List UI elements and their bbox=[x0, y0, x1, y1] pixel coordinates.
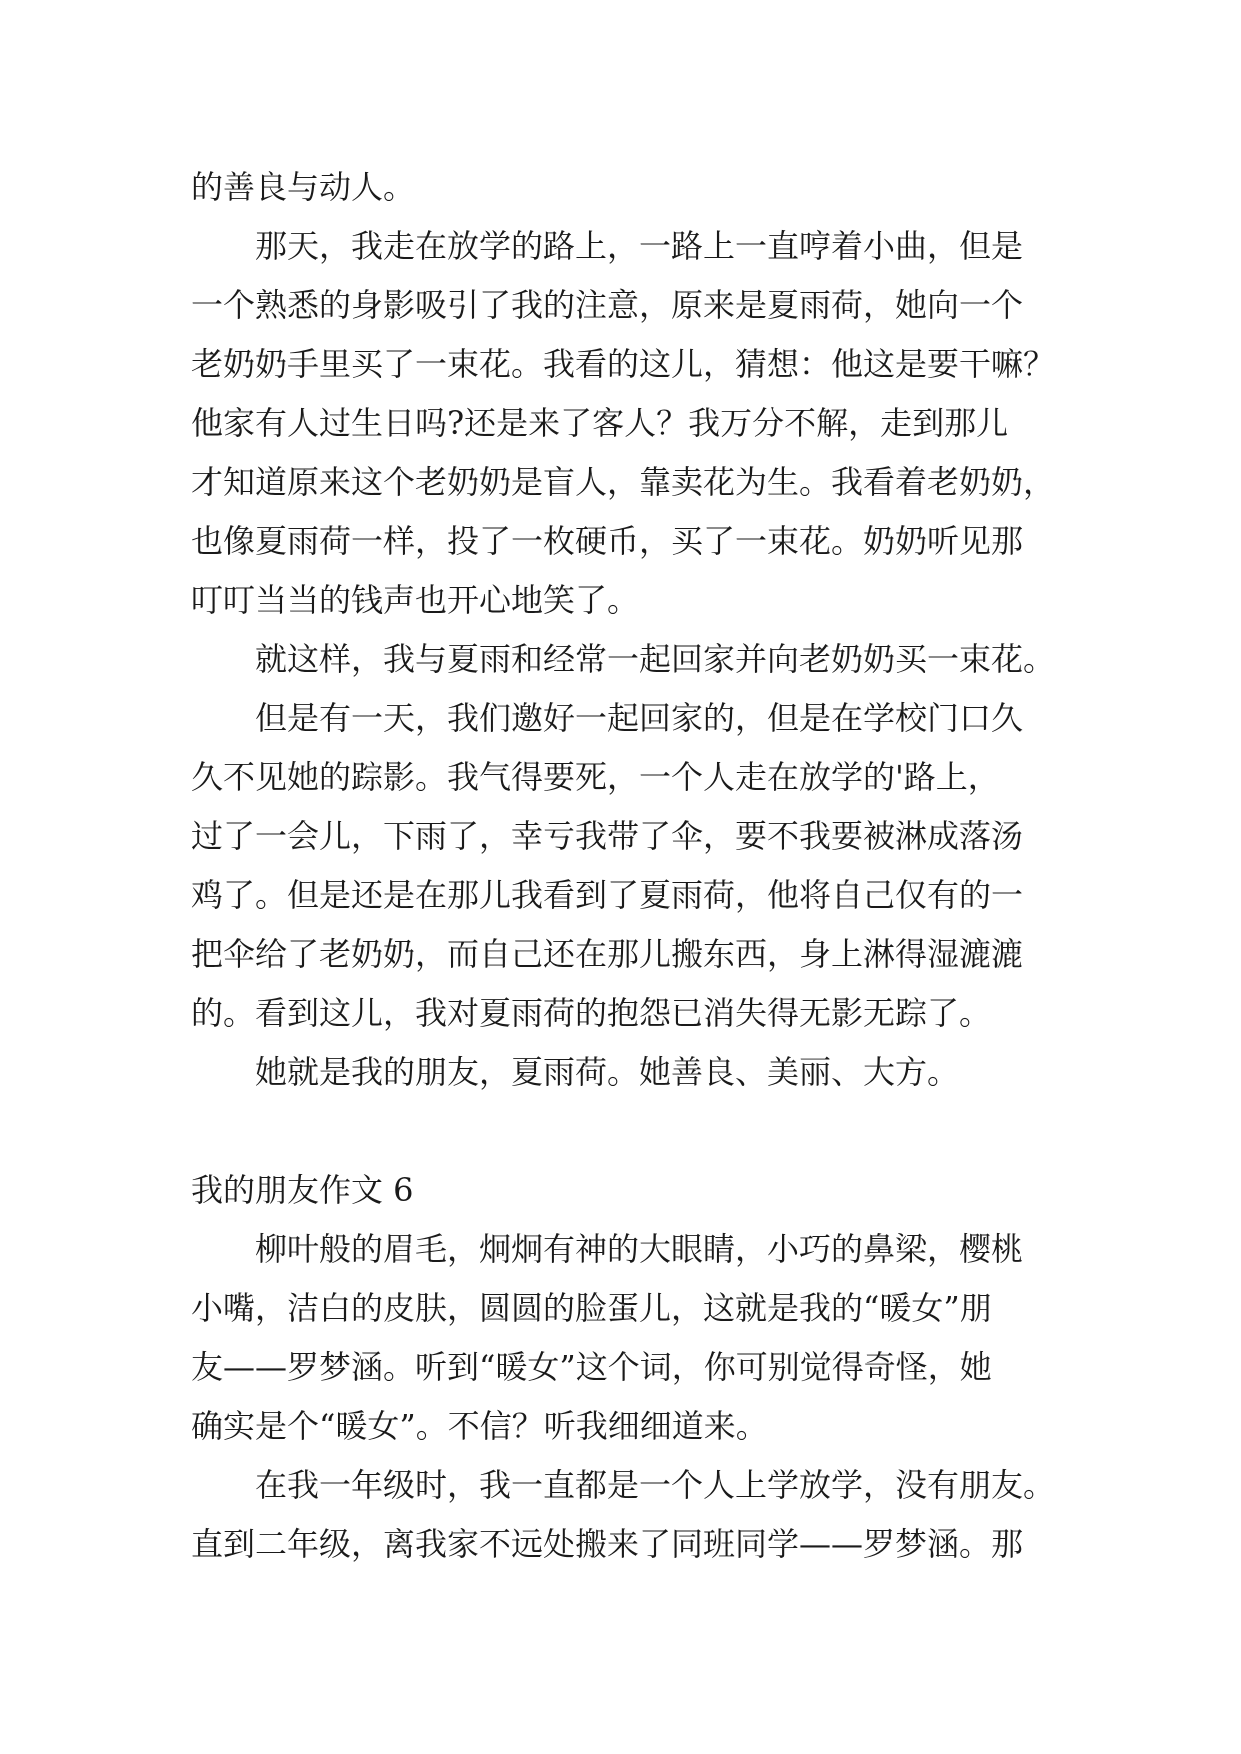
paragraph-line: 老奶奶手里买了一束花。我看的这儿，猜想：他这是要干嘛？ bbox=[191, 345, 1056, 383]
paragraph-line: 柳叶般的眉毛，炯炯有神的大眼睛，小巧的鼻梁，樱桃 bbox=[255, 1230, 1024, 1268]
paragraph-line: 过了一会儿，下雨了，幸亏我带了伞，要不我要被淋成落汤 bbox=[191, 817, 1024, 855]
paragraph-line: 一个熟悉的身影吸引了我的注意，原来是夏雨荷，她向一个 bbox=[191, 286, 1024, 324]
paragraph-line: 就这样，我与夏雨和经常一起回家并向老奶奶买一束花。 bbox=[255, 640, 1056, 678]
paragraph-line: 她就是我的朋友，夏雨荷。她善良、美丽、大方。 bbox=[255, 1053, 960, 1091]
paragraph-line: 才知道原来这个老奶奶是盲人，靠卖花为生。我看着老奶奶， bbox=[191, 463, 1056, 501]
section-gap bbox=[191, 1102, 1061, 1161]
paragraph-line: 鸡了。但是还是在那儿我看到了夏雨荷，他将自己仅有的一 bbox=[191, 876, 1024, 914]
paragraph-line: 久不见她的踪影。我气得要死，一个人走在放学的'路上， bbox=[191, 758, 1000, 796]
paragraph-line: 但是有一天，我们邀好一起回家的，但是在学校门口久 bbox=[255, 699, 1024, 737]
paragraph-line: 的。看到这儿，我对夏雨荷的抱怨已消失得无影无踪了。 bbox=[191, 994, 992, 1032]
paragraph-line: 的善良与动人。 bbox=[191, 168, 416, 206]
paragraph-line: 直到二年级，离我家不远处搬来了同班同学——罗梦涵。那 bbox=[191, 1525, 1024, 1563]
section-title: 我的朋友作文 6 bbox=[191, 1171, 414, 1209]
essay-text bbox=[191, 158, 1061, 1574]
paragraph-line: 叮叮当当的钱声也开心地笑了。 bbox=[191, 581, 640, 619]
paragraph-line: 那天，我走在放学的路上，一路上一直哼着小曲，但是 bbox=[255, 227, 1024, 265]
paragraph-line: 把伞给了老奶奶，而自己还在那儿搬东西，身上淋得湿漉漉 bbox=[191, 935, 1024, 973]
paragraph-line: 小嘴，洁白的皮肤，圆圆的脸蛋儿，这就是我的“暖女”朋 bbox=[191, 1289, 992, 1327]
paragraph-line: 也像夏雨荷一样，投了一枚硬币，买了一束花。奶奶听见那 bbox=[191, 522, 1024, 560]
paragraph-line: 在我一年级时，我一直都是一个人上学放学，没有朋友。 bbox=[255, 1466, 1056, 1504]
paragraph-line: 确实是个“暖女”。不信？听我细细道来。 bbox=[191, 1407, 768, 1445]
paragraph-line: 他家有人过生日吗?还是来了客人？我万分不解，走到那儿 bbox=[191, 404, 1009, 442]
paragraph-line: 友——罗梦涵。听到“暖女”这个词，你可别觉得奇怪，她 bbox=[191, 1348, 992, 1386]
